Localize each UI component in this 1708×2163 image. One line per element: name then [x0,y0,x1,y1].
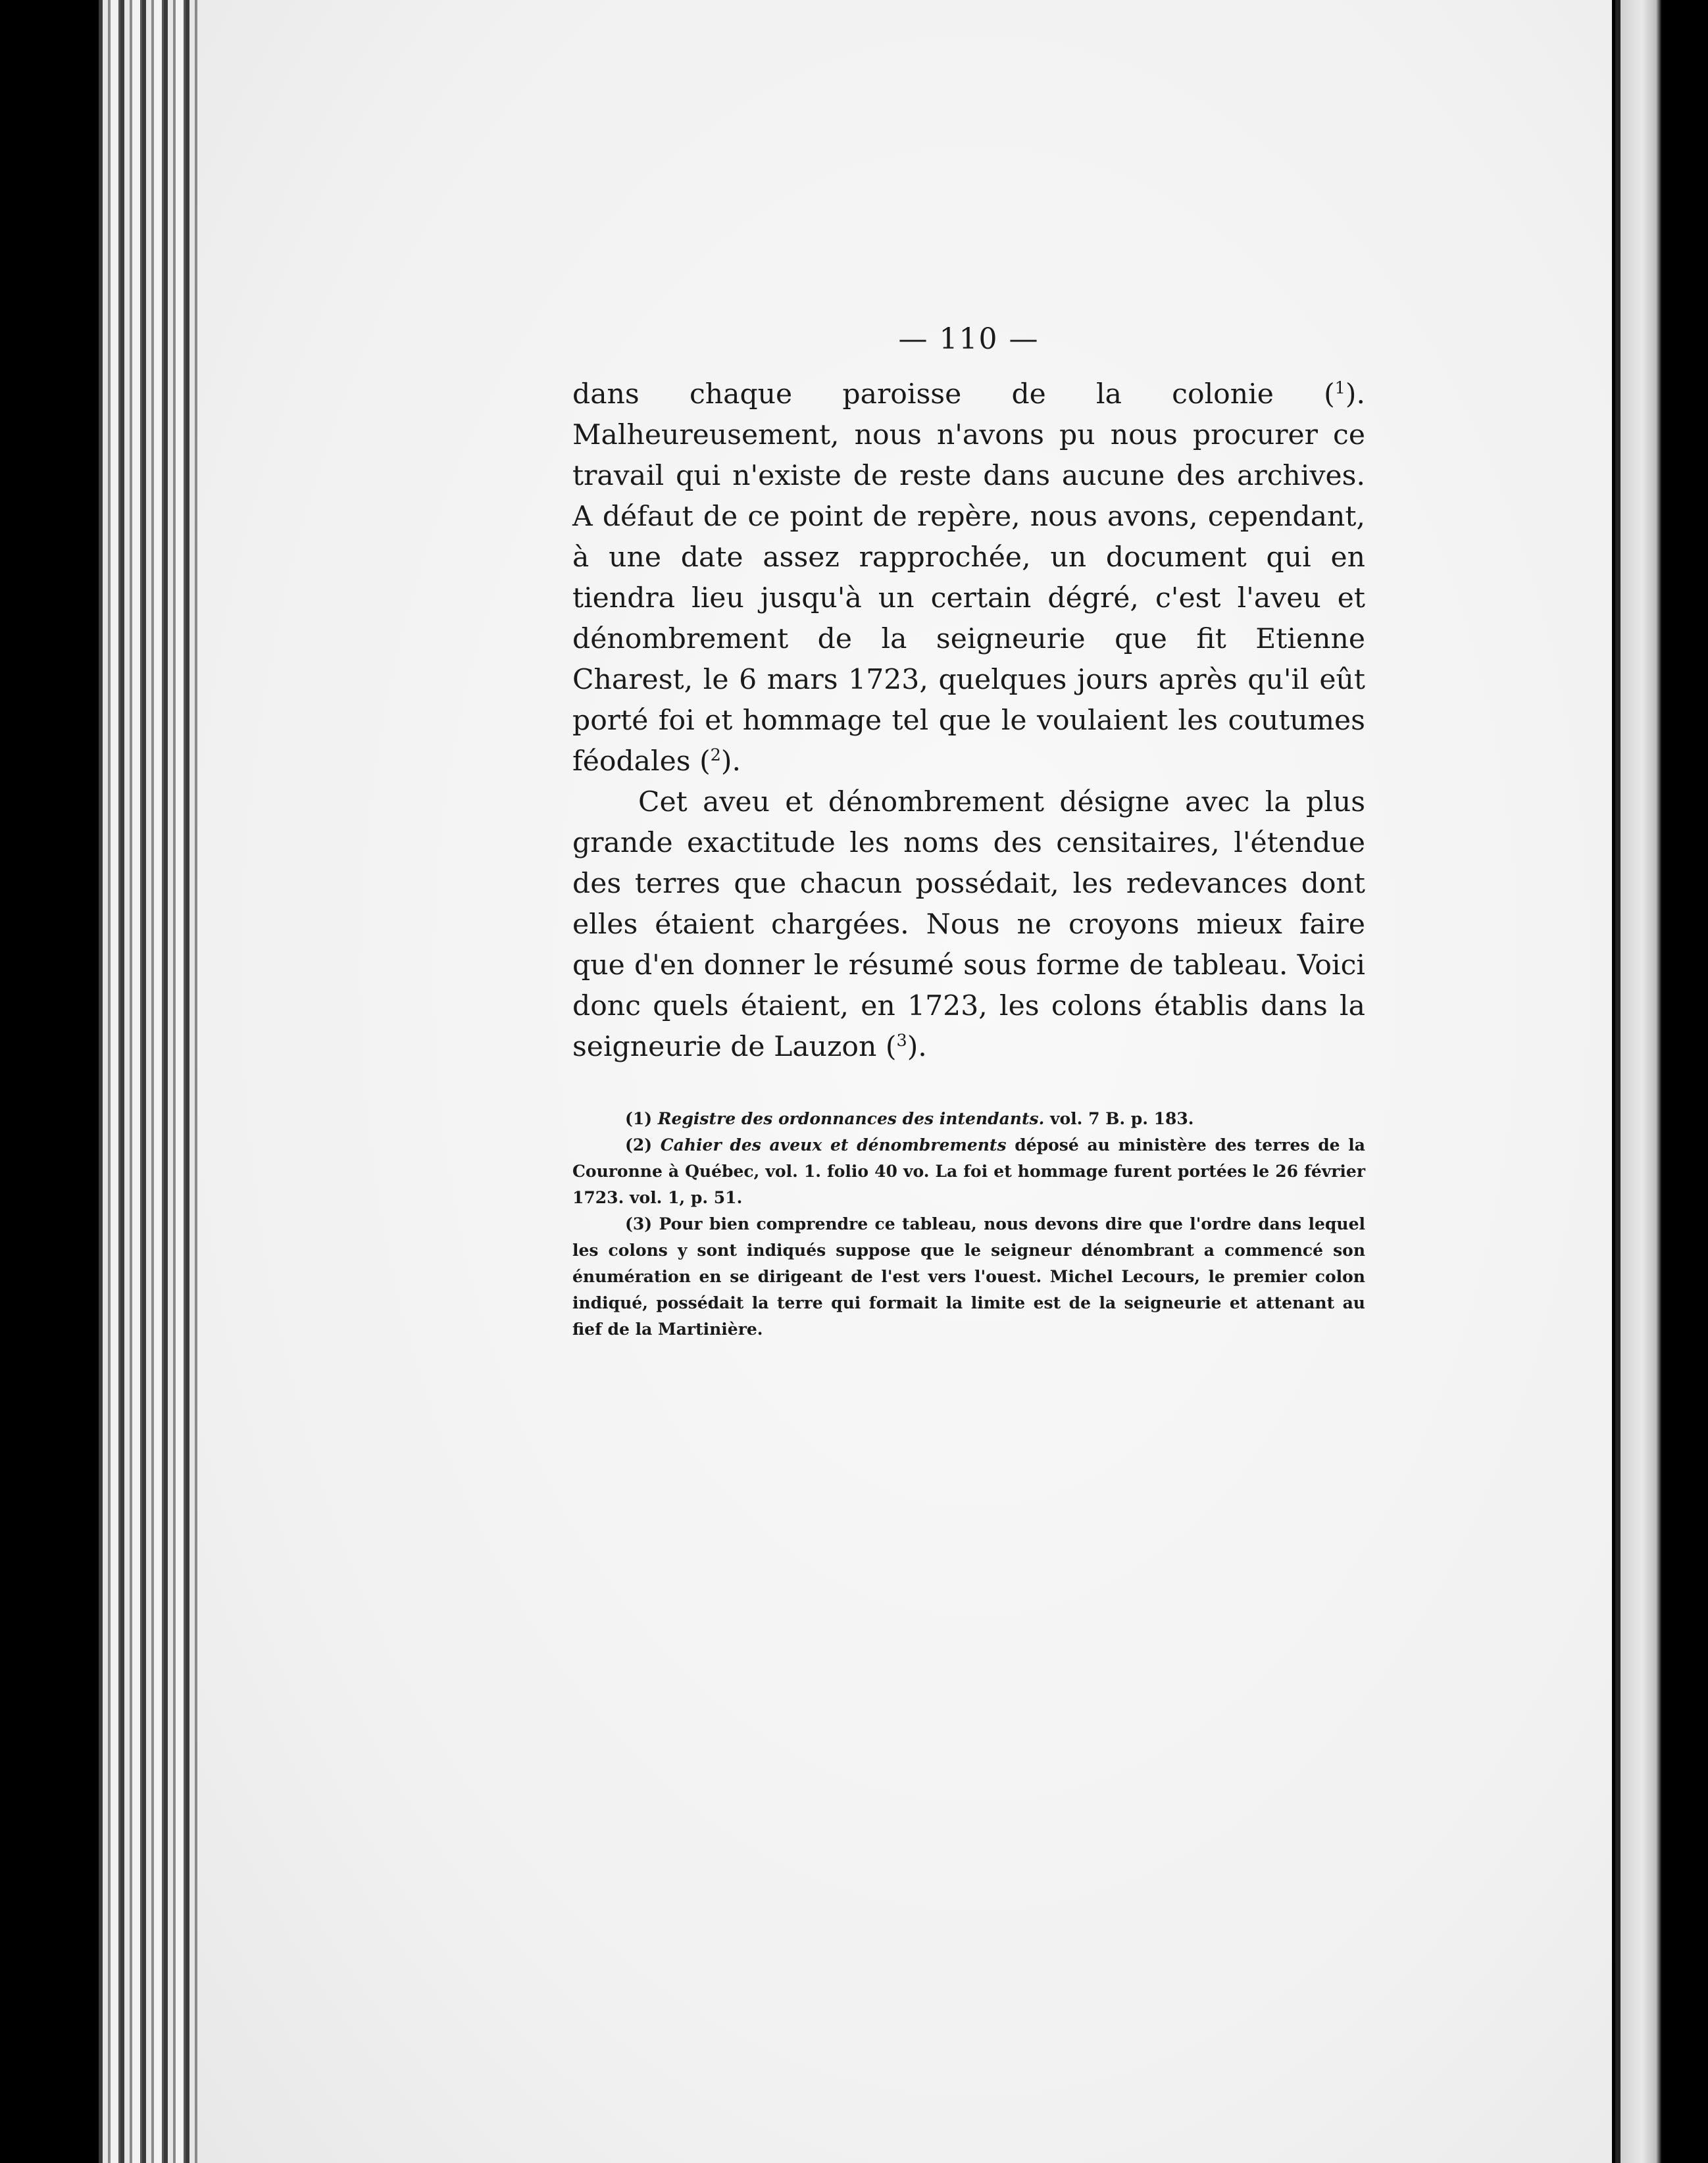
footnote-ref-3: 3 [896,1030,907,1051]
footnote-2-number: (2) [625,1135,661,1155]
paragraph-2 [572,782,1365,1068]
footnote-ref-1: 1 [1334,378,1345,398]
footnote-1 [572,1106,1365,1132]
page-text-block [572,322,1365,1343]
footnote-3-text: Pour bien comprendre ce tableau, nous devons dire que l'ordre dans lequel les colons y sont indiqués suppose que le seigneur dénombrant a commencé son énumération en se dirigeant de l'est vers l'ouest. Michel Lecours, le premier colon indiqué, possédait la terre qui formait la limite est de la seigneurie et attenant au fief de la Martinière. [572,1214,1365,1339]
page-number: — 110 — [898,322,1040,356]
footnote-ref-2: 2 [710,745,721,765]
footnote-1-rest: vol. 7 B. p. 183. [1044,1109,1194,1128]
paragraph-1 [572,374,1365,782]
footnote-3 [572,1211,1365,1343]
paragraph-2-text-a: Cet aveu et dénombrement désigne avec la plus grande exactitude les noms des censitaires, l'étendue des terres que chacun possédait, les redevances dont elles étaient chargées. Nous ne croyons mieux faire que d'en donner le résumé sous forme de tableau. Voici donc quels étaient, en 1723, les colons établis dans la seigneurie de Lauzon ( [572,786,1365,1063]
paragraph-1-text-b: ). Malheureusement, nous n'avons pu nous procurer ce travail qui n'existe de reste dans aucune des archives. A défaut de ce point de repère, nous avons, cependant, à une date assez rapprochée, un document qui en tiendra lieu jusqu'à un certain dégré, c'est l'aveu et dénombrement de la seigneurie que fit Etienne Charest, le 6 mars 1723, quelques jours après qu'il eût porté foi et hommage tel que le voulaient les coutumes féodales ( [572,378,1365,778]
footnote-3-number: (3) [625,1214,659,1233]
paragraph-1-text-a: dans chaque paroisse de la colonie ( [572,378,1335,410]
footnote-1-title: Registre des ordonnances des intendants. [657,1109,1045,1128]
book-right-edge [1615,0,1661,2163]
footnotes [572,1106,1365,1343]
footnote-2-title: Cahier des aveux et dénombrements [660,1135,1007,1155]
body-text [572,374,1365,1068]
footnote-2 [572,1132,1365,1211]
paragraph-2-text-b: ). [907,1031,927,1063]
paragraph-1-text-c: ). [720,745,741,778]
footnote-1-number: (1) [625,1109,658,1128]
footnote-2-rest: déposé au ministère des terres de la Couronne à Québec, vol. 1. folio 40 vo. La foi et hommage furent portées le 26 février 1723. vol. 1, p. 51. [572,1135,1365,1207]
